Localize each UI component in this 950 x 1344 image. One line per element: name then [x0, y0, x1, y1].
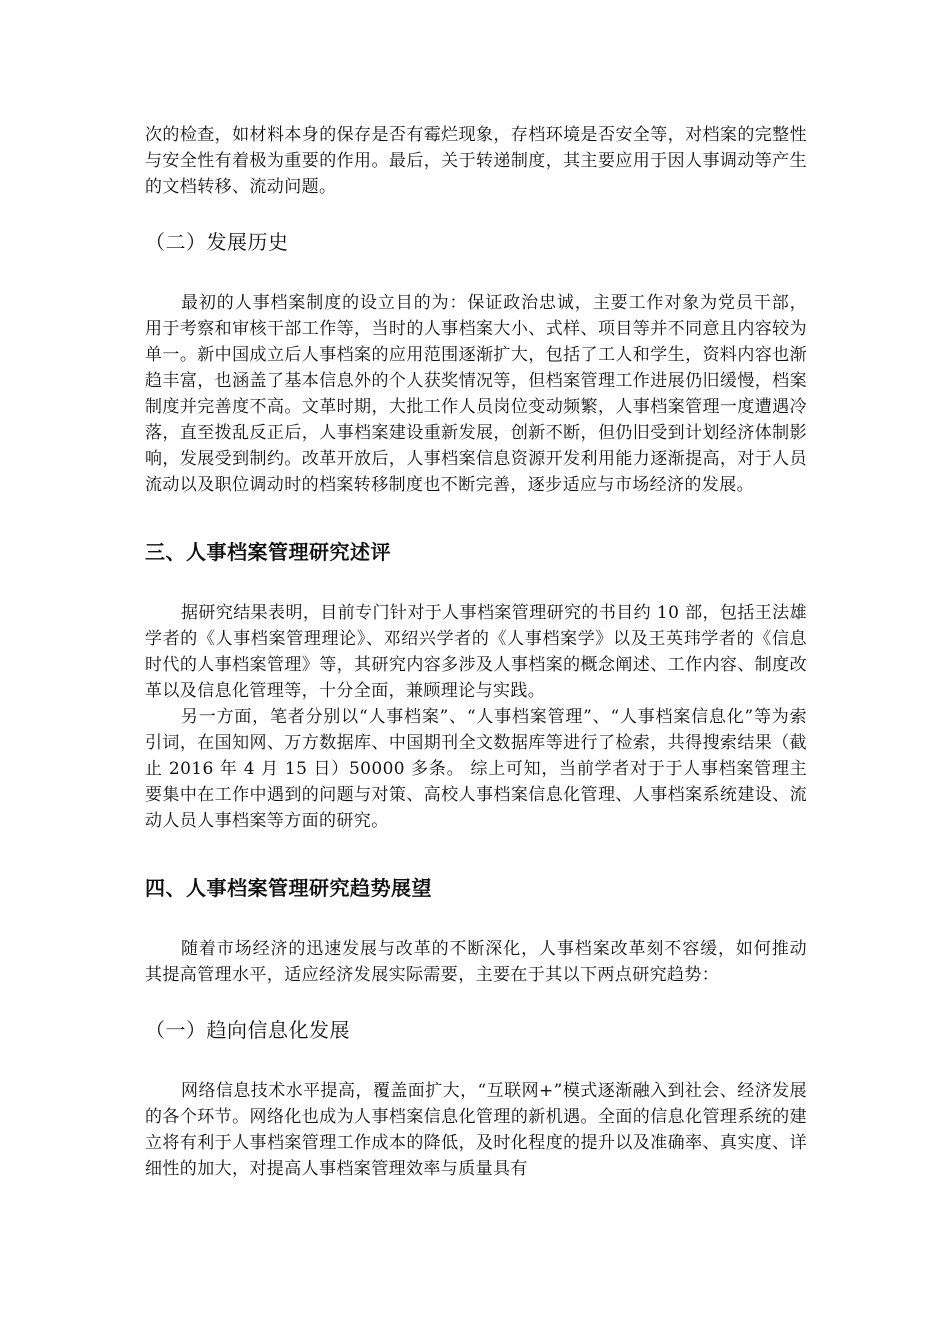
heading-section-3: 三、人事档案管理研究述评: [145, 540, 391, 564]
section4-paragraph: 随着市场经济的迅速发展与改革的不断深化，人事档案改革刻不容缓，如何推动其提高管理水平，适应经济发展实际需要，主要在于其以下两点研究趋势：: [145, 939, 807, 985]
section3-paragraph-2: 另一方面，笔者分别以“人事档案”、“人事档案管理”、“人事档案信息化”等为索引词，在国知网、万方数据库、中国期刊全文数据库等进行了检索，共得搜索结果（截止 2016 年 4 月 15 日）50000 多条。 综上可知，当前学者对于于人事档案管理主要集中在工作中遇到的问题与对策、高校人事档案信息化管理、人事档案系统建设、流动人员人事档案等方面的研究。: [145, 707, 808, 831]
history-paragraph: 最初的人事档案制度的设立目的为：保证政治忠诚，主要工作对象为党员干部，用于考察和审核干部工作等，当时的人事档案大小、式样、项目等并不同意且内容较为单一。新中国成立后人事档案的应用范围逐渐扩大，包括了工人和学生，资料内容也渐趋丰富，也涵盖了基本信息外的个人获奖情况等，但档案管理工作进展仍旧缓慢，档案制度并完善度不高。文革时期，大批工作人员岗位变动频繁，人事档案管理一度遭遇冷落，直至拨乱反正后，人事档案建设重新发展，创新不断，但仍旧受到计划经济体制影响，发展受到制约。改革开放后，人事档案信息资源开发利用能力逐渐提高，对于人员流动以及职位调动时的档案转移制度也不断完善，逐步适应与市场经济的发展。: [145, 293, 807, 495]
document-page: [145, 122, 807, 1182]
informatization-paragraph: 网络信息技术水平提高，覆盖面扩大，“互联网+”模式逐渐融入到社会、经济发展的各个环节。网络化也成为人事档案信息化管理的新机遇。全面的信息化管理系统的建立将有利于人事档案管理工作成本的降低，及时化程度的提升以及准确率、真实度、详细性的加大，对提高人事档案管理效率与质量具有: [145, 1081, 807, 1179]
heading-development-history: （二）发展历史: [145, 230, 289, 254]
section3-paragraph-1: 据研究结果表明，目前专门针对于人事档案管理研究的书目约 10 部，包括王法雄学者的《人事档案管理理论》、邓绍兴学者的《人事档案学》以及王英玮学者的《信息时代的人事档案管理》等，其研究内容多涉及人事档案的概念阐述、工作内容、制度改革以及信息化管理等，十分全面，兼顾理论与实践。: [145, 603, 807, 701]
heading-informatization: （一）趋向信息化发展: [145, 1018, 350, 1042]
intro-paragraph: 次的检查，如材料本身的保存是否有霉烂现象，存档环境是否安全等，对档案的完整性与安全性有着极为重要的作用。最后，关于转递制度，其主要应用于因人事调动等产生的文档转移、流动问题。: [145, 125, 807, 197]
heading-section-4: 四、人事档案管理研究趋势展望: [145, 876, 432, 900]
